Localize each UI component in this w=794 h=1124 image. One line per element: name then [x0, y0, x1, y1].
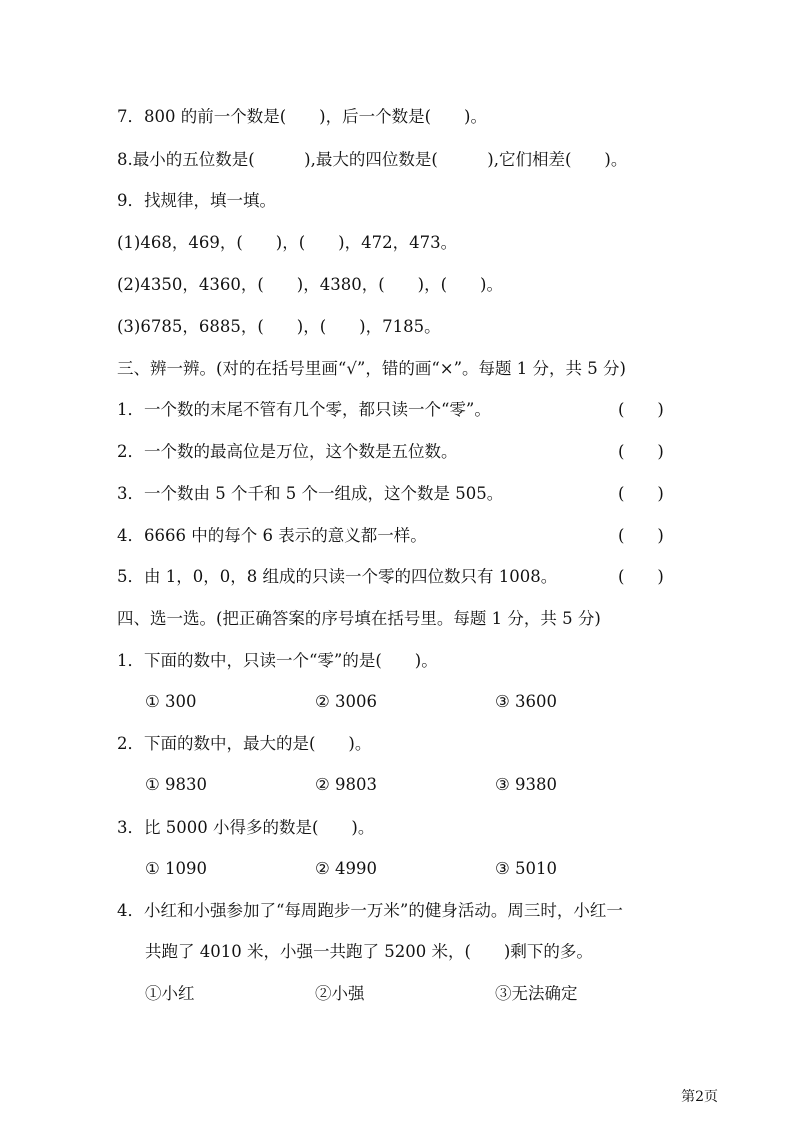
judge-item-4-answer-box[interactable]: ( ) [618, 526, 664, 545]
question-7: 7．800 的前一个数是( )，后一个数是( )。 [117, 107, 487, 126]
section-4-heading: 四、选一选。(把正确答案的序号填在括号里。每题 1 分，共 5 分) [117, 609, 601, 628]
judge-item-5-text: 5．由 1，0，0，8 组成的只读一个零的四位数只有 1008。 [117, 567, 558, 586]
choice-question-3: 3．比 5000 小得多的数是( )。 [117, 818, 375, 837]
choice-option[interactable]: ① 9830 [145, 775, 208, 794]
choice-option[interactable]: ① 1090 [145, 859, 208, 878]
judge-item-1 [117, 398, 754, 422]
judge-item-4 [117, 524, 754, 548]
choice-option[interactable]: ③ 9380 [495, 775, 558, 794]
judge-item-2-text: 2．一个数的最高位是万位，这个数是五位数。 [117, 442, 458, 461]
judge-item-5-answer-box[interactable]: ( ) [618, 567, 664, 586]
choice-question-2: 2．下面的数中，最大的是( )。 [117, 734, 372, 753]
judge-item-4-text: 4．6666 中的每个 6 表示的意义都一样。 [117, 526, 427, 545]
choice-question-1: 1．下面的数中，只读一个“零”的是( )。 [117, 651, 438, 670]
judge-item-1-text: 1．一个数的末尾不管有几个零，都只读一个“零”。 [117, 400, 491, 419]
question-8: 8.最小的五位数是( ),最大的四位数是( ),它们相差( )。 [117, 150, 628, 169]
judge-item-2 [117, 440, 754, 464]
question-9: 9．找规律，填一填。 [117, 191, 276, 210]
choice-option[interactable]: ② 3006 [315, 692, 378, 711]
judge-item-3-text: 3．一个数由 5 个千和 5 个一组成，这个数是 505。 [117, 484, 504, 503]
question-9-part-3: (3)6785，6885，( )，( )，7185。 [117, 317, 441, 336]
judge-item-2-answer-box[interactable]: ( ) [618, 442, 664, 461]
choice-option[interactable]: ③ 5010 [495, 859, 558, 878]
judge-item-5 [117, 565, 754, 589]
choice-option[interactable]: ② 4990 [315, 859, 378, 878]
judge-item-1-answer-box[interactable]: ( ) [618, 400, 664, 419]
choice-option[interactable]: ① 300 [145, 692, 197, 711]
judge-item-3 [117, 482, 754, 506]
question-9-part-2: (2)4350，4360，( )，4380，( )，( )。 [117, 275, 503, 294]
choice-question-4-line-2: 共跑了 4010 米，小强一共跑了 5200 米，( )剩下的多。 [145, 942, 593, 961]
section-3-heading: 三、辨一辨。(对的在括号里画“√”，错的画“×”。每题 1 分，共 5 分) [117, 359, 626, 378]
judge-item-3-answer-box[interactable]: ( ) [618, 484, 664, 503]
choice-question-4-line-1: 4．小红和小强参加了“每周跑步一万米”的健身活动。周三时，小红一 [117, 901, 623, 920]
choice-option[interactable]: ③无法确定 [495, 984, 578, 1003]
choice-option[interactable]: ③ 3600 [495, 692, 558, 711]
page-number: 第2页 [681, 1089, 718, 1105]
choice-option[interactable]: ①小红 [145, 984, 195, 1003]
choice-option[interactable]: ② 9803 [315, 775, 378, 794]
question-9-part-1: (1)468，469，( )，( )，472，473。 [117, 233, 458, 252]
choice-option[interactable]: ②小强 [315, 984, 365, 1003]
